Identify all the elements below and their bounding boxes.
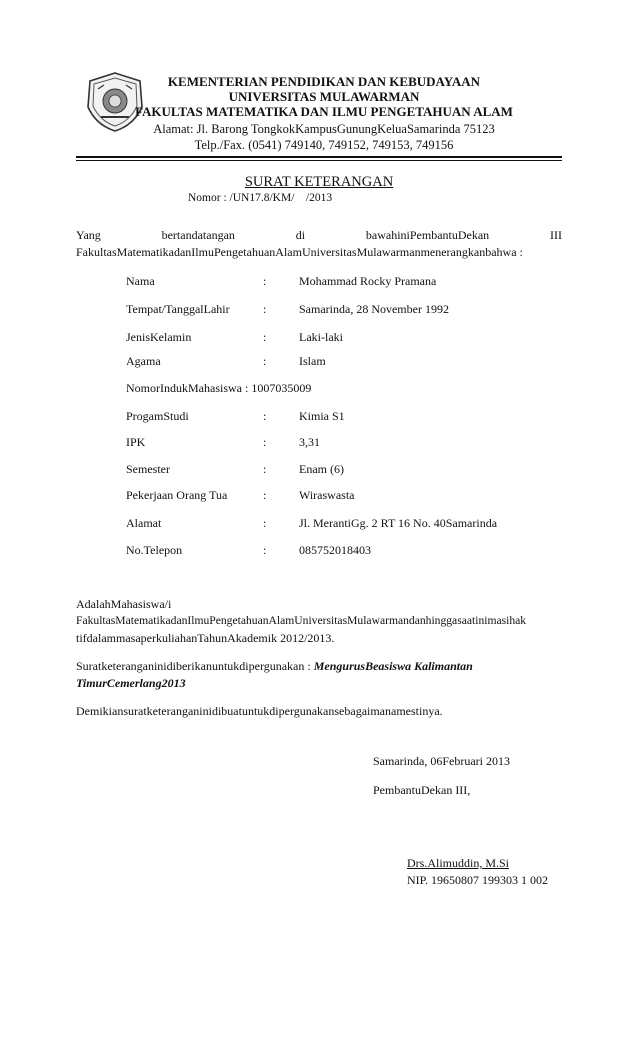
body-paragraph-3: Demikiansuratketeranganinidibuatuntukdipergunakansebagaimanamestinya.	[76, 704, 443, 718]
intro-line-1	[76, 228, 562, 243]
field-label: No.Telepon	[126, 543, 183, 557]
intro-line-2: FakultasMatematikadanIlmuPengetahuanAlamUniversitasMulawarmanmenerangkanbahwa :	[76, 245, 523, 259]
signature-position: PembantuDekan III,	[373, 783, 471, 797]
field-label: Agama	[126, 354, 161, 368]
field-value: Jl. MerantiGg. 2 RT 16 No. 40Samarinda	[299, 516, 498, 530]
body-paragraph-1-line-3: tifdalammasaperkuliahanTahunAkademik 2012/2013.	[76, 631, 335, 645]
field-value: 085752018403	[299, 543, 371, 557]
letterhead-phone: Telp./Fax. (0541) 749140, 749152, 749153, 749156	[194, 138, 454, 152]
field-sep: :	[263, 409, 267, 423]
nomor-sep: :	[223, 192, 227, 204]
field-sep: :	[263, 462, 267, 476]
field-row-alamat	[126, 516, 576, 532]
intro-word: bawahiniPembantuDekan	[365, 228, 490, 242]
field-label: Alamat	[126, 516, 162, 530]
field-value: Kimia S1	[299, 409, 345, 423]
field-sep: :	[263, 302, 267, 316]
field-row-semester	[126, 462, 576, 478]
field-sep: :	[263, 543, 267, 557]
field-row-nim	[126, 381, 576, 397]
letterhead-faculty: FAKULTAS MATEMATIKA DAN ILMU PENGETAHUAN ALAM	[135, 104, 513, 119]
intro-word: III	[550, 228, 562, 242]
document-title: SURAT KETERANGAN	[244, 174, 394, 190]
signature-name: Drs.Alimuddin, M.Si	[407, 856, 510, 870]
field-value: Wiraswasta	[299, 488, 355, 502]
field-sep: :	[263, 516, 267, 530]
field-label: ProgamStudi	[126, 409, 189, 423]
field-label: Tempat/TanggalLahir	[126, 302, 230, 316]
body-paragraph-1-line-2: FakultasMatematikadanIlmuPengetahuanAlamUniversitasMulawarmandanhinggasaatinimasihak	[76, 614, 527, 627]
signature-nip: NIP. 19650807 199303 1 002	[407, 873, 549, 887]
letterhead-university: UNIVERSITAS MULAWARMAN	[228, 89, 420, 104]
letterhead-divider-thick	[76, 156, 562, 158]
intro-word: Yang	[76, 228, 101, 242]
field-label: Pekerjaan Orang Tua	[126, 488, 228, 502]
field-sep: :	[263, 488, 267, 502]
field-label: IPK	[126, 435, 146, 449]
body-paragraph-1-line-1: AdalahMahasiswa/i	[76, 597, 172, 611]
field-value: Laki-laki	[299, 330, 343, 344]
intro-word: di	[295, 228, 306, 242]
nomor-value: /UN17.8/KM/ /2013	[229, 192, 333, 204]
body-paragraph-2-line-2: TimurCemerlang2013	[76, 676, 186, 690]
purpose-lead-text: Suratketeranganinidiberikanuntukdipergunakan :	[76, 659, 314, 673]
letterhead-divider-thin	[76, 160, 562, 161]
field-row-ipk	[126, 435, 576, 451]
letterhead-address: Alamat: Jl. Barong TongkokKampusGunungKeluaSamarinda 75123	[153, 122, 495, 136]
field-sep: :	[263, 330, 267, 344]
field-row-telepon	[126, 543, 576, 559]
field-value: 3,31	[299, 435, 320, 449]
field-label: Nama	[126, 274, 155, 288]
field-value: Mohammad Rocky Pramana	[299, 274, 437, 288]
field-row-prodi	[126, 409, 576, 425]
intro-word: bertandatangan	[161, 228, 235, 242]
body-paragraph-2-line-1	[76, 659, 576, 674]
field-row-jenis-kelamin	[126, 330, 576, 346]
purpose-text: MengurusBeasiswa Kalimantan	[313, 659, 473, 673]
field-sep: :	[263, 354, 267, 368]
field-value: Samarinda, 28 November 1992	[299, 302, 449, 316]
field-row-nama	[126, 274, 576, 290]
document-number	[188, 192, 332, 204]
field-label: NomorIndukMahasiswa : 1007035009	[126, 381, 312, 395]
signature-place-date: Samarinda, 06Februari 2013	[373, 754, 510, 768]
field-label: Semester	[126, 462, 170, 476]
field-sep: :	[263, 435, 267, 449]
letterhead-ministry: KEMENTERIAN PENDIDIKAN DAN KEBUDAYAAN	[167, 74, 481, 89]
field-label: JenisKelamin	[126, 330, 192, 344]
field-row-agama	[126, 354, 576, 370]
field-row-pekerjaan	[126, 488, 576, 504]
field-value: Islam	[299, 354, 326, 368]
field-row-ttl	[126, 302, 576, 318]
field-sep: :	[263, 274, 267, 288]
nomor-label: Nomor	[188, 192, 221, 204]
field-value: Enam (6)	[299, 462, 344, 476]
